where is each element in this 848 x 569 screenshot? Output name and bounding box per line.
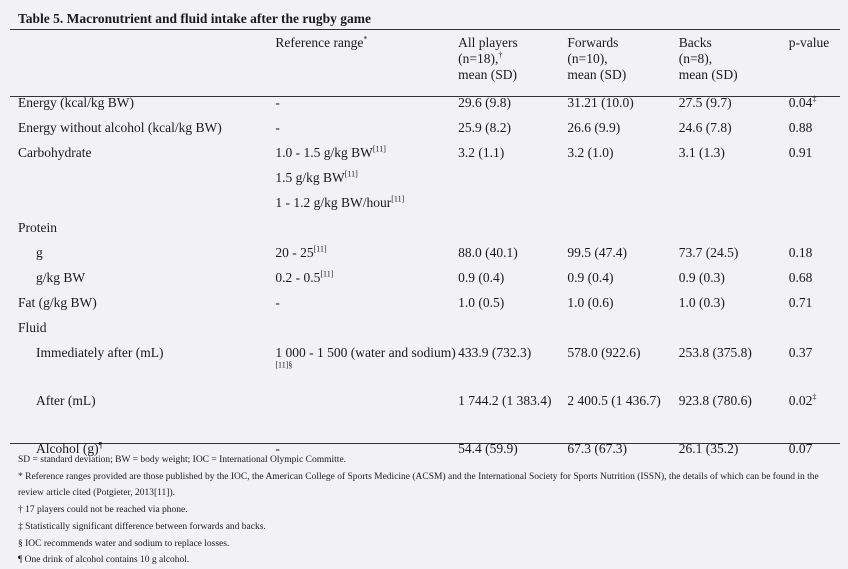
all-players-value: [458, 216, 567, 241]
forwards-value: 1.0 (0.6): [567, 295, 614, 310]
all-players-value: 88.0 (40.1): [458, 245, 518, 260]
forwards-value: 0.9 (0.4): [567, 270, 614, 285]
table-row: [18, 166, 848, 191]
backs-value: [679, 166, 789, 191]
reference-range: -: [275, 441, 280, 456]
table-row: [18, 141, 848, 166]
reference-range: 20 - 25[11]: [275, 244, 327, 260]
row-label: After (mL): [36, 393, 96, 408]
row-label: g: [36, 245, 43, 260]
forwards-value: 26.6 (9.9): [567, 120, 621, 135]
backs-value: 923.8 (780.6): [678, 393, 752, 408]
p-value: 0.37: [788, 345, 813, 360]
row-label: Protein: [18, 220, 57, 235]
backs-value: 1.0 (0.3): [678, 295, 725, 310]
header-row: [18, 35, 848, 91]
p-value: 0.91: [788, 145, 813, 160]
all-players-value: 25.9 (8.2): [458, 120, 511, 135]
data-table: [18, 35, 848, 462]
reference-range: 1 - 1.2 g/kg BW/hour[11]: [275, 194, 405, 210]
backs-value: 26.1 (35.2): [678, 441, 739, 456]
reference-range: -: [275, 120, 280, 135]
all-players-value: 3.2 (1.1): [458, 145, 505, 160]
row-label: [18, 166, 275, 191]
table-row: [18, 216, 848, 241]
table-row: [18, 266, 848, 291]
header-backs: Backs (n=8), mean (SD): [678, 35, 738, 82]
backs-value: 3.1 (1.3): [678, 145, 725, 160]
backs-value: 0.9 (0.3): [678, 270, 725, 285]
header-all-players: All players (n=18),† mean (SD): [458, 35, 518, 82]
table-row: [18, 316, 848, 341]
table-row: [18, 91, 848, 116]
forwards-value: [567, 191, 678, 216]
p-value: 0.07: [788, 441, 813, 456]
top-rule: [10, 29, 840, 30]
all-players-value: 1 744.2 (1 383.4): [458, 393, 552, 408]
row-label: Energy (kcal/kg BW): [18, 95, 134, 110]
table-title: Table 5. Macronutrient and fluid intake after the rugby game: [18, 11, 372, 26]
forwards-value: [567, 216, 678, 241]
forwards-value: 2 400.5 (1 436.7): [567, 393, 661, 408]
backs-value: 253.8 (375.8): [678, 345, 752, 360]
p-value: [789, 216, 848, 241]
all-players-value: [458, 166, 567, 191]
forwards-value: 3.2 (1.0): [567, 145, 614, 160]
table-row: [18, 291, 848, 316]
forwards-value: [567, 166, 678, 191]
footnote: ‡ Statistically significant difference between forwards and backs.: [18, 521, 266, 532]
footnote: SD = standard deviation; BW = body weight; IOC = International Olympic Committe.: [18, 455, 347, 465]
p-value: 0.18: [788, 245, 813, 260]
p-value: 0.68: [788, 270, 813, 285]
all-players-value: 1.0 (0.5): [458, 295, 505, 310]
backs-value: 73.7 (24.5): [678, 245, 739, 260]
p-value: 0.88: [788, 120, 813, 135]
backs-value: 27.5 (9.7): [678, 95, 732, 110]
reference-range: -: [275, 95, 280, 110]
header-forwards: Forwards (n=10), mean (SD): [567, 35, 627, 82]
reference-range: 1.0 - 1.5 g/kg BW[11]: [275, 144, 386, 160]
backs-value: 24.6 (7.8): [678, 120, 732, 135]
footnote: * Reference ranges provided are those published by the IOC, the American College of Sports Medicine (ACSM) and the International Society for Sports Nutrition (ISSN), the details of which can be found in the review article cited (Potgieter, 2013[11]).: [18, 471, 819, 499]
backs-value: [679, 316, 789, 341]
table-row: [18, 116, 848, 141]
footnote: † 17 players could not be reached via phone.: [18, 505, 188, 516]
reference-range: [275, 216, 458, 241]
footnote: § IOC recommends water and sodium to replace losses.: [18, 538, 230, 549]
reference-range: 0.2 - 0.5[11]: [275, 269, 334, 285]
row-label: Alcohol (g)¶: [36, 440, 103, 456]
backs-value: [679, 216, 789, 241]
reference-range: -: [275, 295, 280, 310]
all-players-value: 54.4 (59.9): [458, 441, 518, 456]
p-value: [789, 316, 848, 341]
forwards-value: 99.5 (47.4): [567, 245, 627, 260]
all-players-value: 0.9 (0.4): [458, 270, 505, 285]
p-value: 0.71: [788, 295, 813, 310]
row-label: Energy without alcohol (kcal/kg BW): [18, 120, 222, 135]
all-players-value: [458, 316, 567, 341]
p-value: [789, 166, 848, 191]
backs-value: [679, 191, 789, 216]
row-label: Fat (g/kg BW): [18, 295, 97, 310]
row-label: Carbohydrate: [18, 145, 92, 160]
p-value: 0.02‡: [788, 392, 817, 408]
all-players-value: 433.9 (732.3): [458, 345, 532, 360]
row-label: Fluid: [18, 320, 47, 335]
row-label: g/kg BW: [36, 270, 86, 285]
all-players-value: 29.6 (9.8): [458, 95, 511, 110]
header-reference-range: Reference range*: [275, 34, 368, 50]
table-row: [18, 191, 848, 216]
forwards-value: 67.3 (67.3): [567, 441, 627, 456]
p-value: [789, 191, 848, 216]
reference-range: [275, 389, 458, 437]
row-label: Immediately after (mL): [36, 345, 164, 360]
forwards-value: 31.21 (10.0): [567, 95, 634, 110]
row-label: [18, 191, 275, 216]
reference-range: 1 000 - 1 500 (water and sodium)$^{[11]\S}$: [275, 345, 456, 370]
reference-range: 1.5 g/kg BW[11]: [275, 169, 358, 185]
table-footnotes: [18, 452, 838, 569]
table-row: [18, 341, 848, 389]
all-players-value: [458, 191, 567, 216]
reference-range: [275, 316, 458, 341]
table-row: [18, 241, 848, 266]
forwards-value: 578.0 (922.6): [567, 345, 641, 360]
forwards-value: [567, 316, 678, 341]
header-p-value: p-value: [788, 35, 830, 50]
footnote: ¶ One drink of alcohol contains 10 g alcohol.: [18, 555, 190, 566]
p-value: 0.04‡: [788, 94, 817, 110]
table-row: [18, 389, 848, 437]
